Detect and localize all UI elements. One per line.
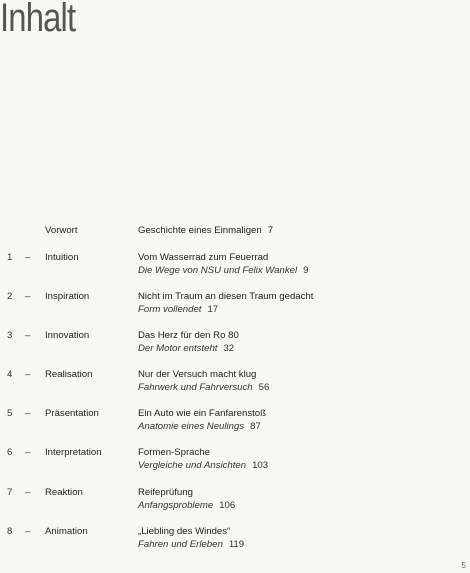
toc-chapter-5 [0,408,470,444]
chapter-subtitle: Die Wege von NSU und Felix Wankel 9 [138,265,309,276]
chapter-subtitle: Anatomie eines Neulings 87 [138,421,261,432]
chapter-dash: – [25,408,31,419]
chapter-dash: – [25,526,31,537]
chapter-number: 7 [7,487,13,498]
chapter-page: 17 [207,304,219,315]
chapter-section: Animation [45,526,88,537]
chapter-section: Realisation [45,369,93,380]
preface-title: Geschichte eines Einmaligen 7 [138,225,274,236]
chapter-number: 8 [7,526,13,537]
chapter-title: Nur der Versuch macht klug [138,369,257,380]
chapter-subtitle: Fahren und Erleben 119 [138,539,245,550]
chapter-section: Intuition [45,252,79,263]
chapter-page: 103 [252,460,269,471]
chapter-dash: – [25,252,31,263]
chapter-subtitle: Anfangsprobleme 106 [138,500,236,511]
chapter-number: 4 [7,369,13,380]
chapter-number: 5 [7,408,13,419]
toc-chapter-7 [0,487,470,523]
chapter-title: Reifeprüfung [138,487,193,498]
chapter-page: 9 [303,265,309,276]
chapter-title: „Liebling des Windes“ [138,526,231,537]
chapter-title: Ein Auto wie ein Fanfarenstoß [138,408,266,419]
chapter-title: Das Herz für den Ro 80 [138,330,239,341]
chapter-dash: – [25,291,31,302]
preface-page: 7 [267,225,274,236]
chapter-title: Nicht im Traum an diesen Traum gedacht [138,291,314,302]
chapter-page: 106 [219,500,236,511]
chapter-page: 32 [223,343,235,354]
toc-chapter-6 [0,447,470,483]
chapter-subtitle: Fahrwerk und Fahrversuch 56 [138,382,270,393]
chapter-page: 87 [250,421,261,432]
chapter-dash: – [25,330,31,341]
toc-chapter-2 [0,291,470,327]
toc-chapter-4 [0,369,470,405]
chapter-dash: – [25,487,31,498]
chapter-subtitle: Der Motor entsteht 32 [138,343,235,354]
chapter-number: 2 [7,291,13,302]
chapter-page: 119 [228,539,245,550]
chapter-dash: – [25,369,31,380]
toc-chapter-8 [0,526,470,562]
chapter-title: Formen-Sprache [138,447,210,458]
chapter-number: 3 [7,330,13,341]
chapter-section: Interpretation [45,447,102,458]
chapter-page: 56 [258,382,270,393]
toc-chapter-3 [0,330,470,366]
chapter-section: Inspiration [45,291,90,302]
chapter-section: Innovation [45,330,90,341]
chapter-title: Vom Wasserrad zum Feuerrad [138,252,269,263]
chapter-subtitle: Form vollendet 17 [138,304,219,315]
chapter-section: Reaktion [45,487,83,498]
toc-chapter-1 [0,252,470,288]
chapter-number: 1 [7,252,13,263]
page-title: Inhalt [0,0,76,40]
chapter-section: Präsentation [45,408,99,419]
chapter-subtitle: Vergleiche und Ansichten 103 [138,460,269,471]
page-number: 5 [461,561,466,570]
preface-label: Vorwort [45,225,78,236]
chapter-number: 6 [7,447,13,458]
chapter-dash: – [25,447,31,458]
